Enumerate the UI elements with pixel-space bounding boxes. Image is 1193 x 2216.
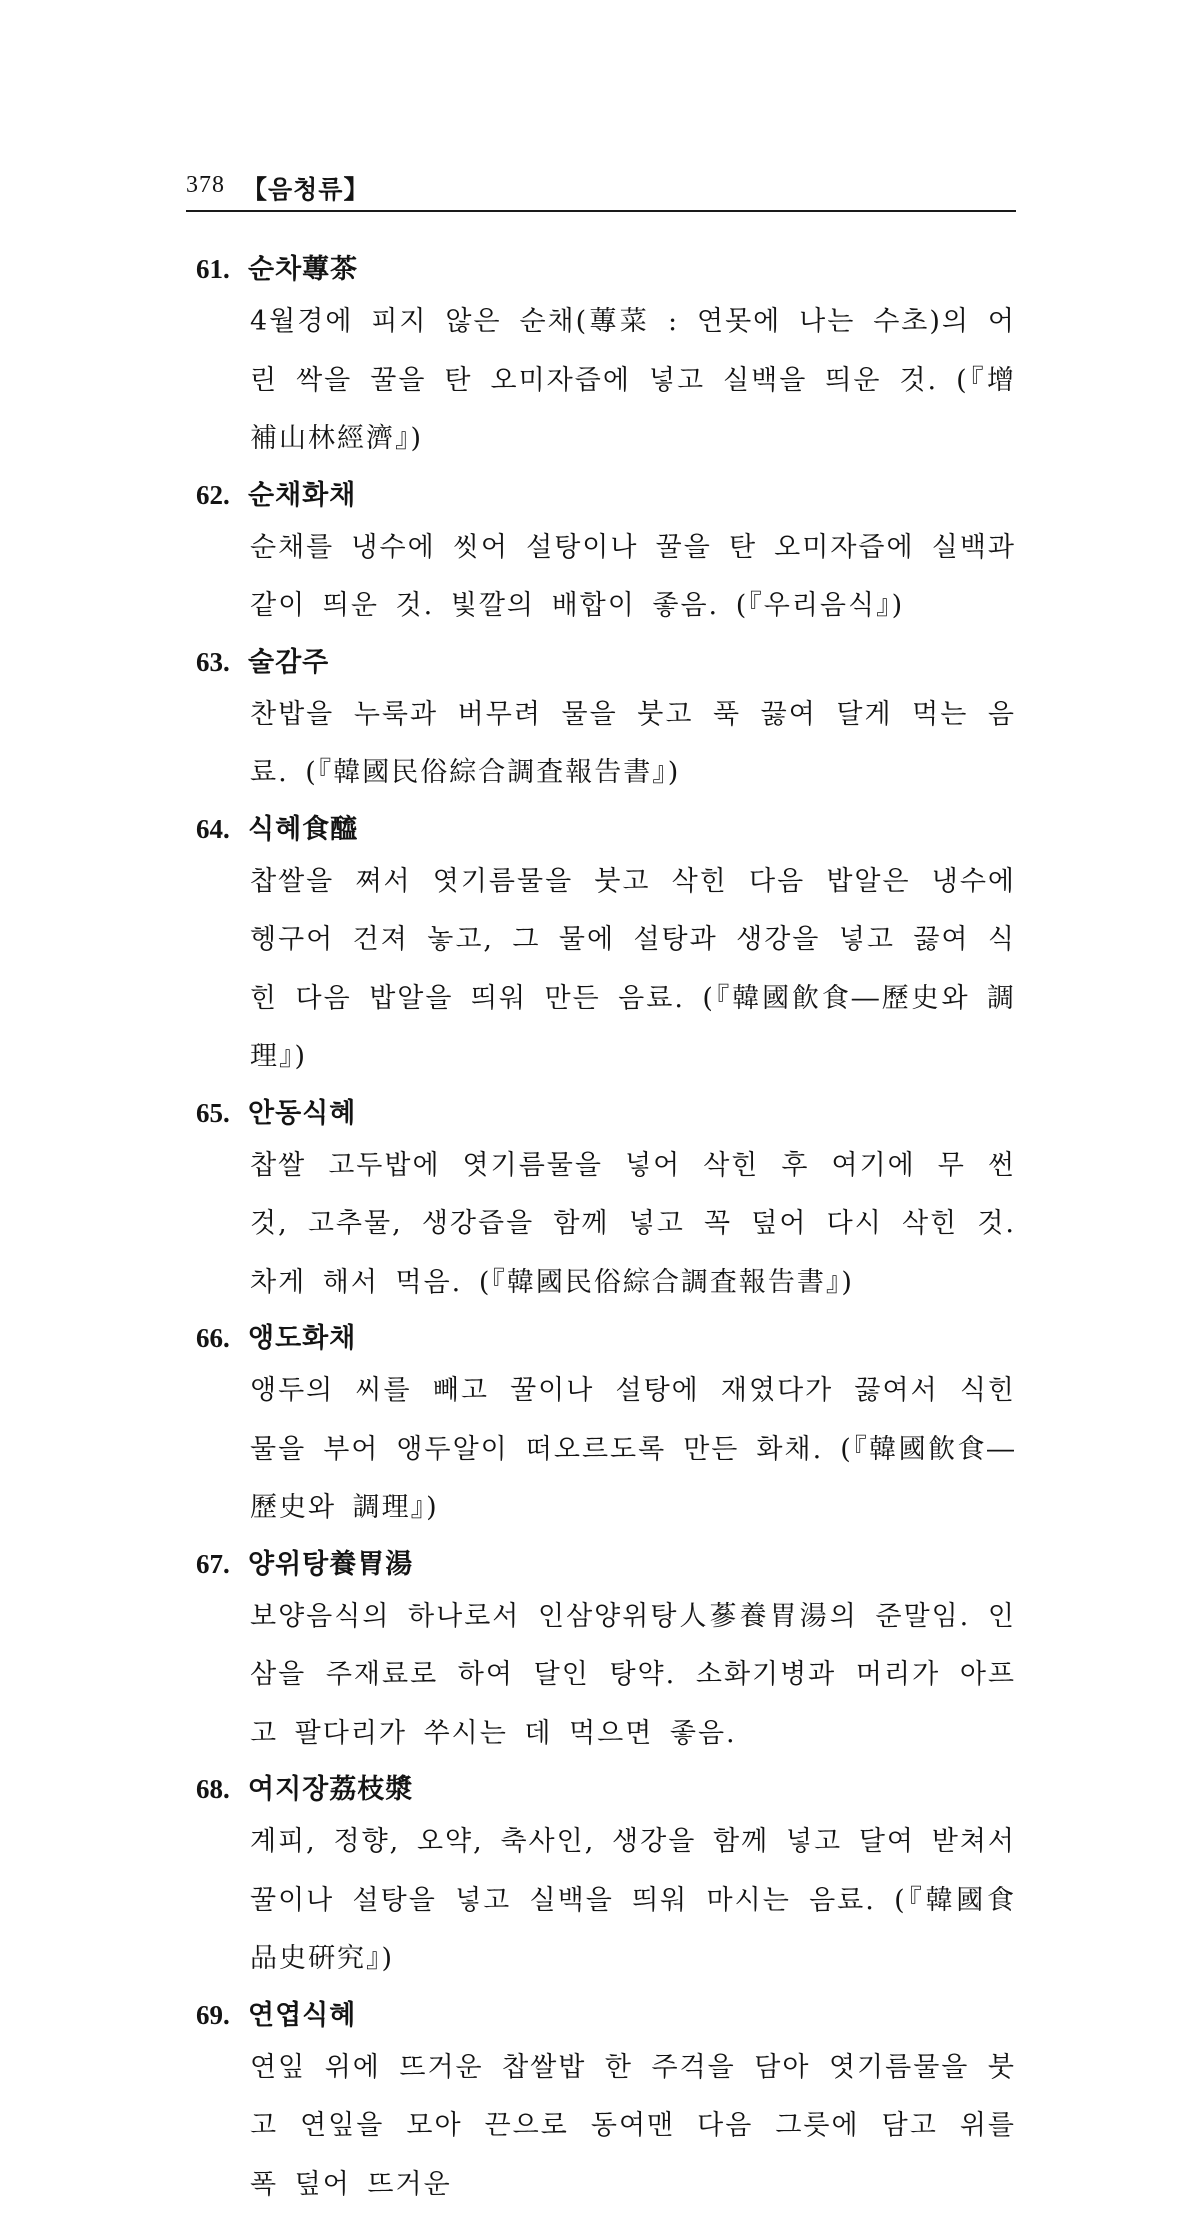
entry-title: 식혜食醯 (248, 813, 359, 845)
entry-text: 계피, 정향, 오약, 축사인, 생강을 함께 넣고 달여 받쳐서 꿀이나 설탕을 넣고 실백을 띄워 마시는 음료. (『韓國食品史硏究』) (250, 1826, 1016, 1974)
entry-number: 61. (196, 254, 230, 284)
entry-number: 65. (196, 1097, 230, 1128)
entry (196, 1089, 1018, 1313)
entry-heading (196, 245, 1018, 293)
entry-heading (196, 1314, 1018, 1362)
entry-heading (196, 1991, 1018, 2039)
entry-text: 보양음식의 하나로서 인삼양위탕人蔘養胃湯의 준말임. 인삼을 주재료로 하여 달인 탕약. 소화기병과 머리가 아프고 팔다리가 쑤시는 데 먹으면 좋음. (250, 1600, 1016, 1749)
entry-heading (196, 471, 1018, 519)
entry (196, 245, 1018, 469)
page-number: 378 (186, 172, 225, 198)
entry-body (250, 1813, 1016, 1989)
entry-title: 앵도화채 (248, 1323, 357, 1354)
entry-heading (196, 638, 1018, 686)
entry (196, 1765, 1018, 1989)
entry-text: 찹쌀을 쪄서 엿기름물을 붓고 삭힌 다음 밥알은 냉수에 헹구어 건져 놓고, 그 물에 설탕과 생강을 넣고 끓여 식힌 다음 밥알을 띄워 만든 음료. (『韓國飮食―歷史와 調理』) (250, 865, 1016, 1072)
entry-heading (196, 1765, 1018, 1813)
section-title: 【음청류】 (242, 175, 370, 204)
entry-text: 순채를 냉수에 씻어 설탕이나 꿀을 탄 오미자즙에 실백과 같이 띄운 것. 빛깔의 배합이 좋음. (『우리음식』) (250, 531, 1016, 621)
entry (196, 638, 1018, 803)
entry (196, 1540, 1018, 1764)
entry-title: 양위탕養胃湯 (248, 1548, 414, 1580)
entry-title: 연엽식혜 (248, 1999, 357, 2031)
entry-heading (196, 1089, 1018, 1137)
entry-body (250, 1588, 1016, 1764)
entry-body (250, 853, 1016, 1087)
entry-body (250, 1137, 1016, 1313)
entry-number: 69. (196, 1999, 230, 2030)
entry-number: 67. (196, 1548, 230, 1579)
entry-body (250, 519, 1016, 636)
entry-title: 순채화채 (248, 479, 357, 511)
entry-body (250, 2039, 1016, 2215)
entry (196, 1991, 1018, 2215)
entry-list (196, 245, 1018, 2216)
entry-number: 63. (196, 646, 230, 677)
entry-title: 술감주 (248, 646, 330, 678)
entry-body (250, 1362, 1016, 1538)
entry-number: 66. (196, 1323, 230, 1353)
entry-number: 64. (196, 813, 230, 844)
entry (196, 1314, 1018, 1538)
entry-text: 찹쌀 고두밥에 엿기름물을 넣어 삭힌 후 여기에 무 썬 것, 고추물, 생강즙을 함께 넣고 꼭 덮어 다시 삭힌 것. 차게 해서 먹음. (『韓國民俗綜合調査報告書』) (250, 1149, 1016, 1298)
entry-number: 62. (196, 479, 230, 510)
entry (196, 805, 1018, 1087)
entry-number: 68. (196, 1774, 230, 1804)
entry-text: 4월경에 피지 않은 순채(蓴菜 : 연못에 나는 수초)의 어린 싹을 꿀을 탄 오미자즙에 넣고 실백을 띄운 것. (『增補山林經濟』) (250, 306, 1016, 454)
entry (196, 471, 1018, 636)
entry-title: 안동식혜 (248, 1097, 357, 1129)
entry-heading (196, 1540, 1018, 1588)
entry-text: 연잎 위에 뜨거운 찹쌀밥 한 주걱을 담아 엿기름물을 붓고 연잎을 모아 끈으로 동여맨 다음 그릇에 담고 위를 폭 덮어 뜨거운 (250, 2051, 1016, 2200)
entry-text: 앵두의 씨를 빼고 꿀이나 설탕에 재였다가 끓여서 식힌 물을 부어 앵두알이 떠오르도록 만든 화채. (『韓國飮食―歷史와 調理』) (250, 1375, 1016, 1523)
entry-title: 여지장荔枝漿 (248, 1774, 414, 1805)
entry-title: 순차蓴茶 (248, 254, 359, 285)
page-header (186, 170, 1016, 212)
entry-heading (196, 805, 1018, 853)
entry-body (250, 686, 1016, 803)
entry-text: 찬밥을 누룩과 버무려 물을 붓고 푹 끓여 달게 먹는 음료. (『韓國民俗綜合調査報告書』) (250, 698, 1016, 788)
entry-body (250, 293, 1016, 469)
